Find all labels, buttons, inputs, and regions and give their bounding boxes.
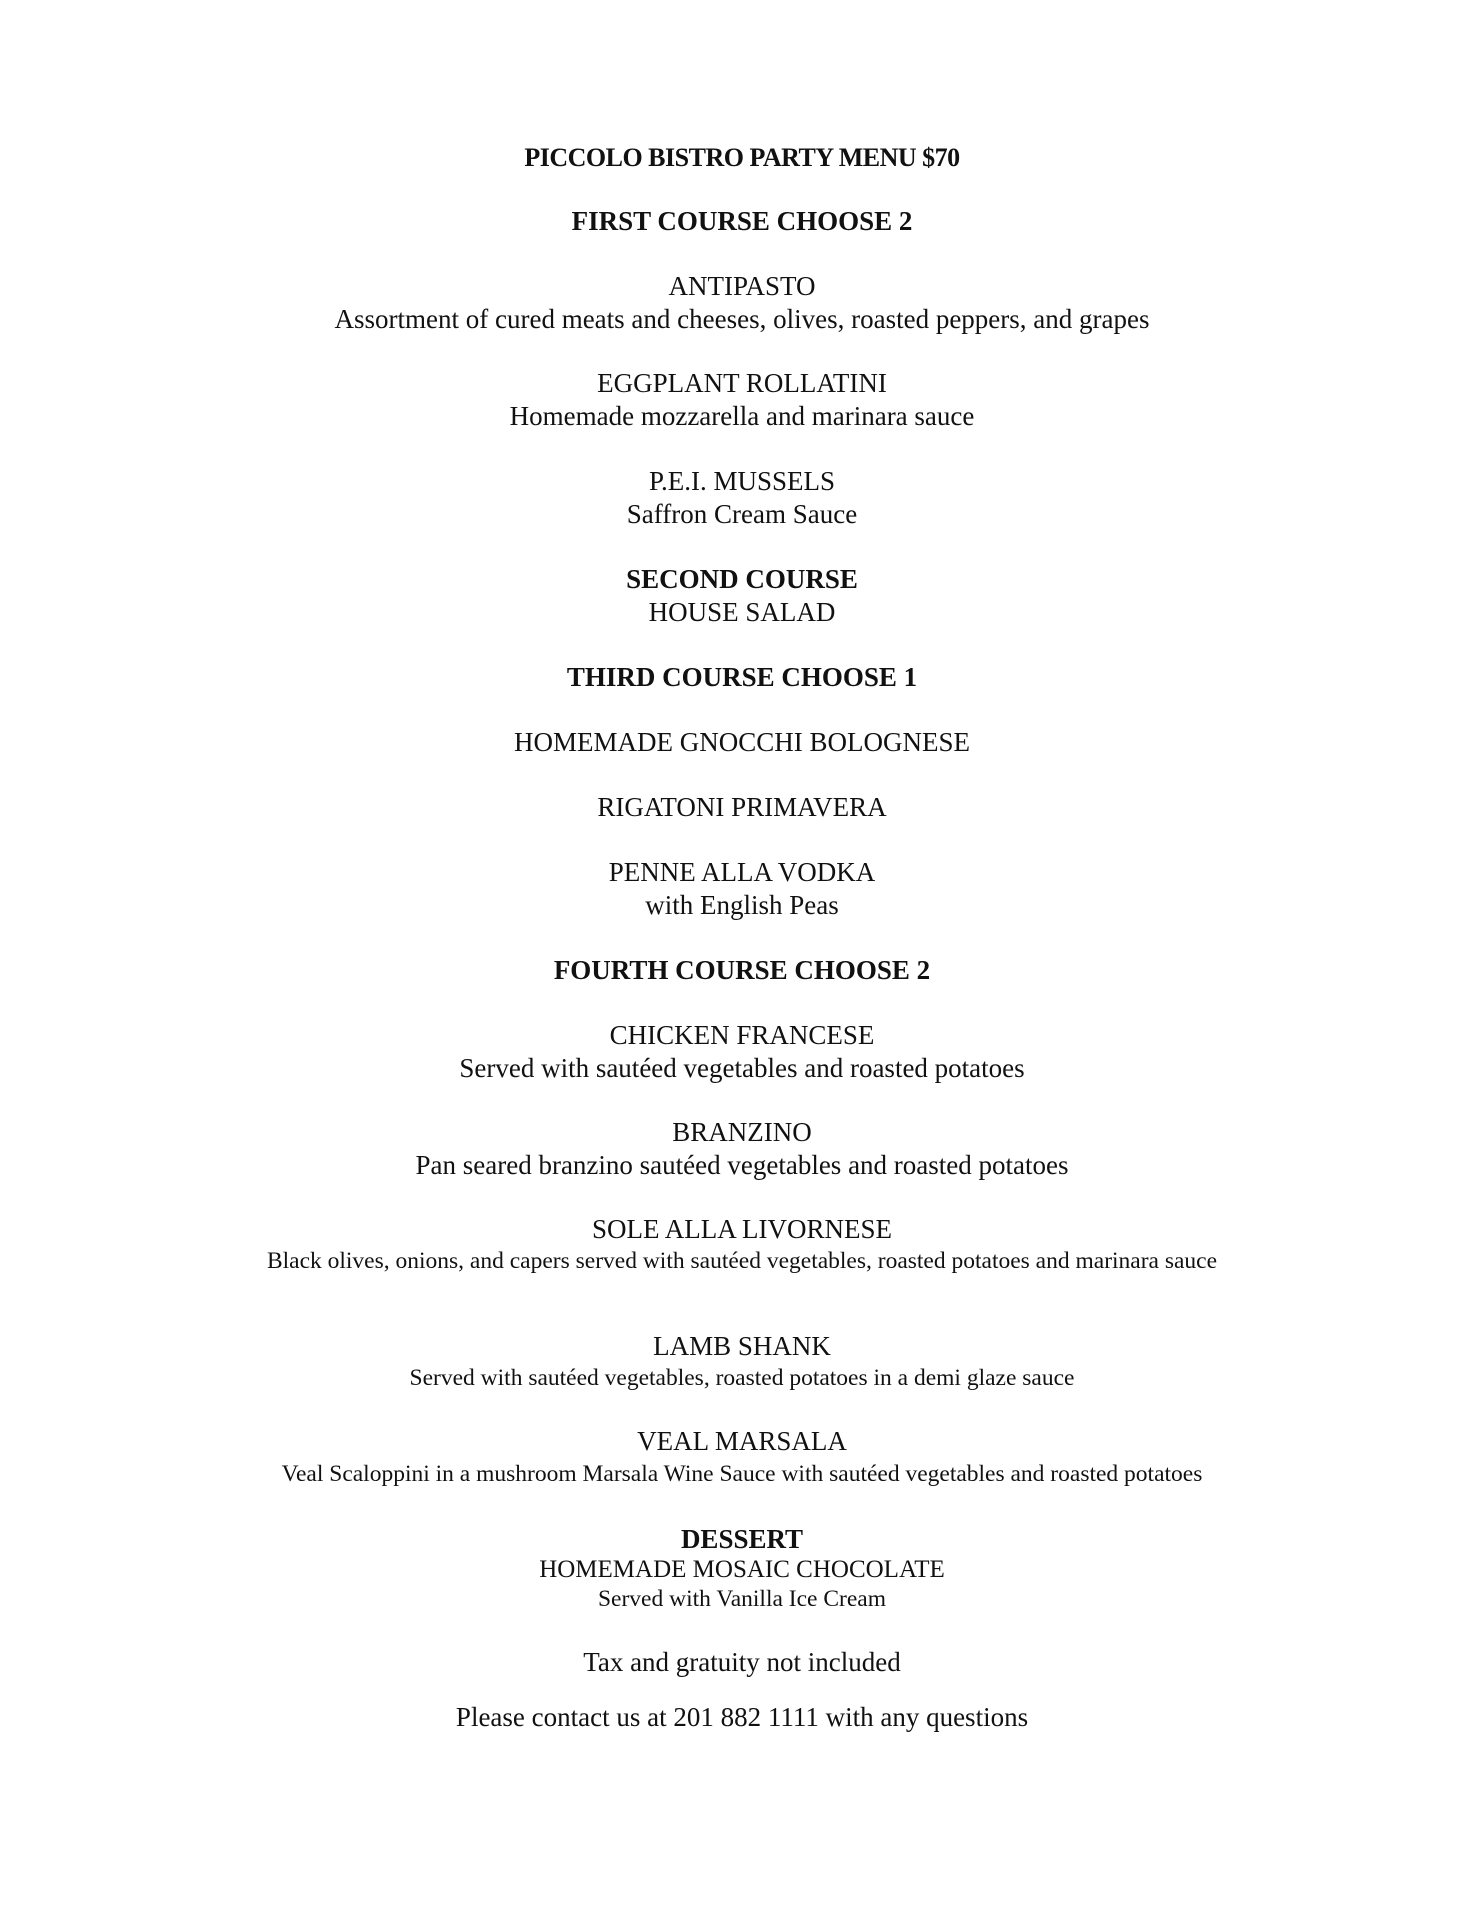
menu-item-name: PENNE ALLA VODKA <box>608 857 876 887</box>
menu-item-name: P.E.I. MUSSELS <box>648 466 836 496</box>
menu-item-description: Pan seared branzino sautéed vegetables and roasted potatoes <box>415 1150 1069 1180</box>
tax-note: Tax and gratuity not included <box>583 1647 901 1677</box>
menu-item-description: Served with sautéed vegetables, roasted potatoes in a demi glaze sauce <box>409 1365 1075 1391</box>
menu-item-description: with English Peas <box>645 890 839 920</box>
menu-item-name: BRANZINO <box>672 1117 812 1147</box>
menu-title: PICCOLO BISTRO PARTY MENU $70 <box>524 143 960 172</box>
menu-item-description: Veal Scaloppini in a mushroom Marsala Wine Sauce with sautéed vegetables and roasted potatoes <box>281 1461 1203 1487</box>
menu-item-name: ANTIPASTO <box>668 271 816 301</box>
third-course-heading: THIRD COURSE CHOOSE 1 <box>566 662 918 692</box>
second-course-heading: SECOND COURSE <box>626 564 858 594</box>
menu-item-description: Saffron Cream Sauce <box>626 499 858 529</box>
menu-item-description: Assortment of cured meats and cheeses, olives, roasted peppers, and grapes <box>334 304 1150 334</box>
first-course-heading: FIRST COURSE CHOOSE 2 <box>571 206 913 236</box>
menu-item-name: SOLE ALLA LIVORNESE <box>592 1214 892 1244</box>
menu-item-name: HOMEMADE MOSAIC CHOCOLATE <box>539 1556 945 1583</box>
menu-item-name: CHICKEN FRANCESE <box>609 1020 875 1050</box>
menu-item-name: EGGPLANT ROLLATINI <box>597 368 887 398</box>
dessert-heading: DESSERT <box>680 1524 804 1554</box>
menu-item-name: LAMB SHANK <box>653 1331 831 1361</box>
menu-item-name: HOMEMADE GNOCCHI BOLOGNESE <box>514 727 970 757</box>
contact-note: Please contact us at 201 882 1111 with any questions <box>455 1702 1029 1732</box>
menu-item-name: VEAL MARSALA <box>637 1426 847 1456</box>
menu-item-description: Homemade mozzarella and marinara sauce <box>509 401 975 431</box>
menu-item-name: HOUSE SALAD <box>648 597 836 627</box>
menu-item-description: Black olives, onions, and capers served with sautéed vegetables, roasted potatoes and marinara sauce <box>266 1248 1218 1274</box>
menu-item-description: Served with sautéed vegetables and roasted potatoes <box>459 1053 1025 1083</box>
menu-item-description: Served with Vanilla Ice Cream <box>597 1586 886 1612</box>
menu-item-name: RIGATONI PRIMAVERA <box>597 792 887 822</box>
fourth-course-heading: FOURTH COURSE CHOOSE 2 <box>553 955 931 985</box>
